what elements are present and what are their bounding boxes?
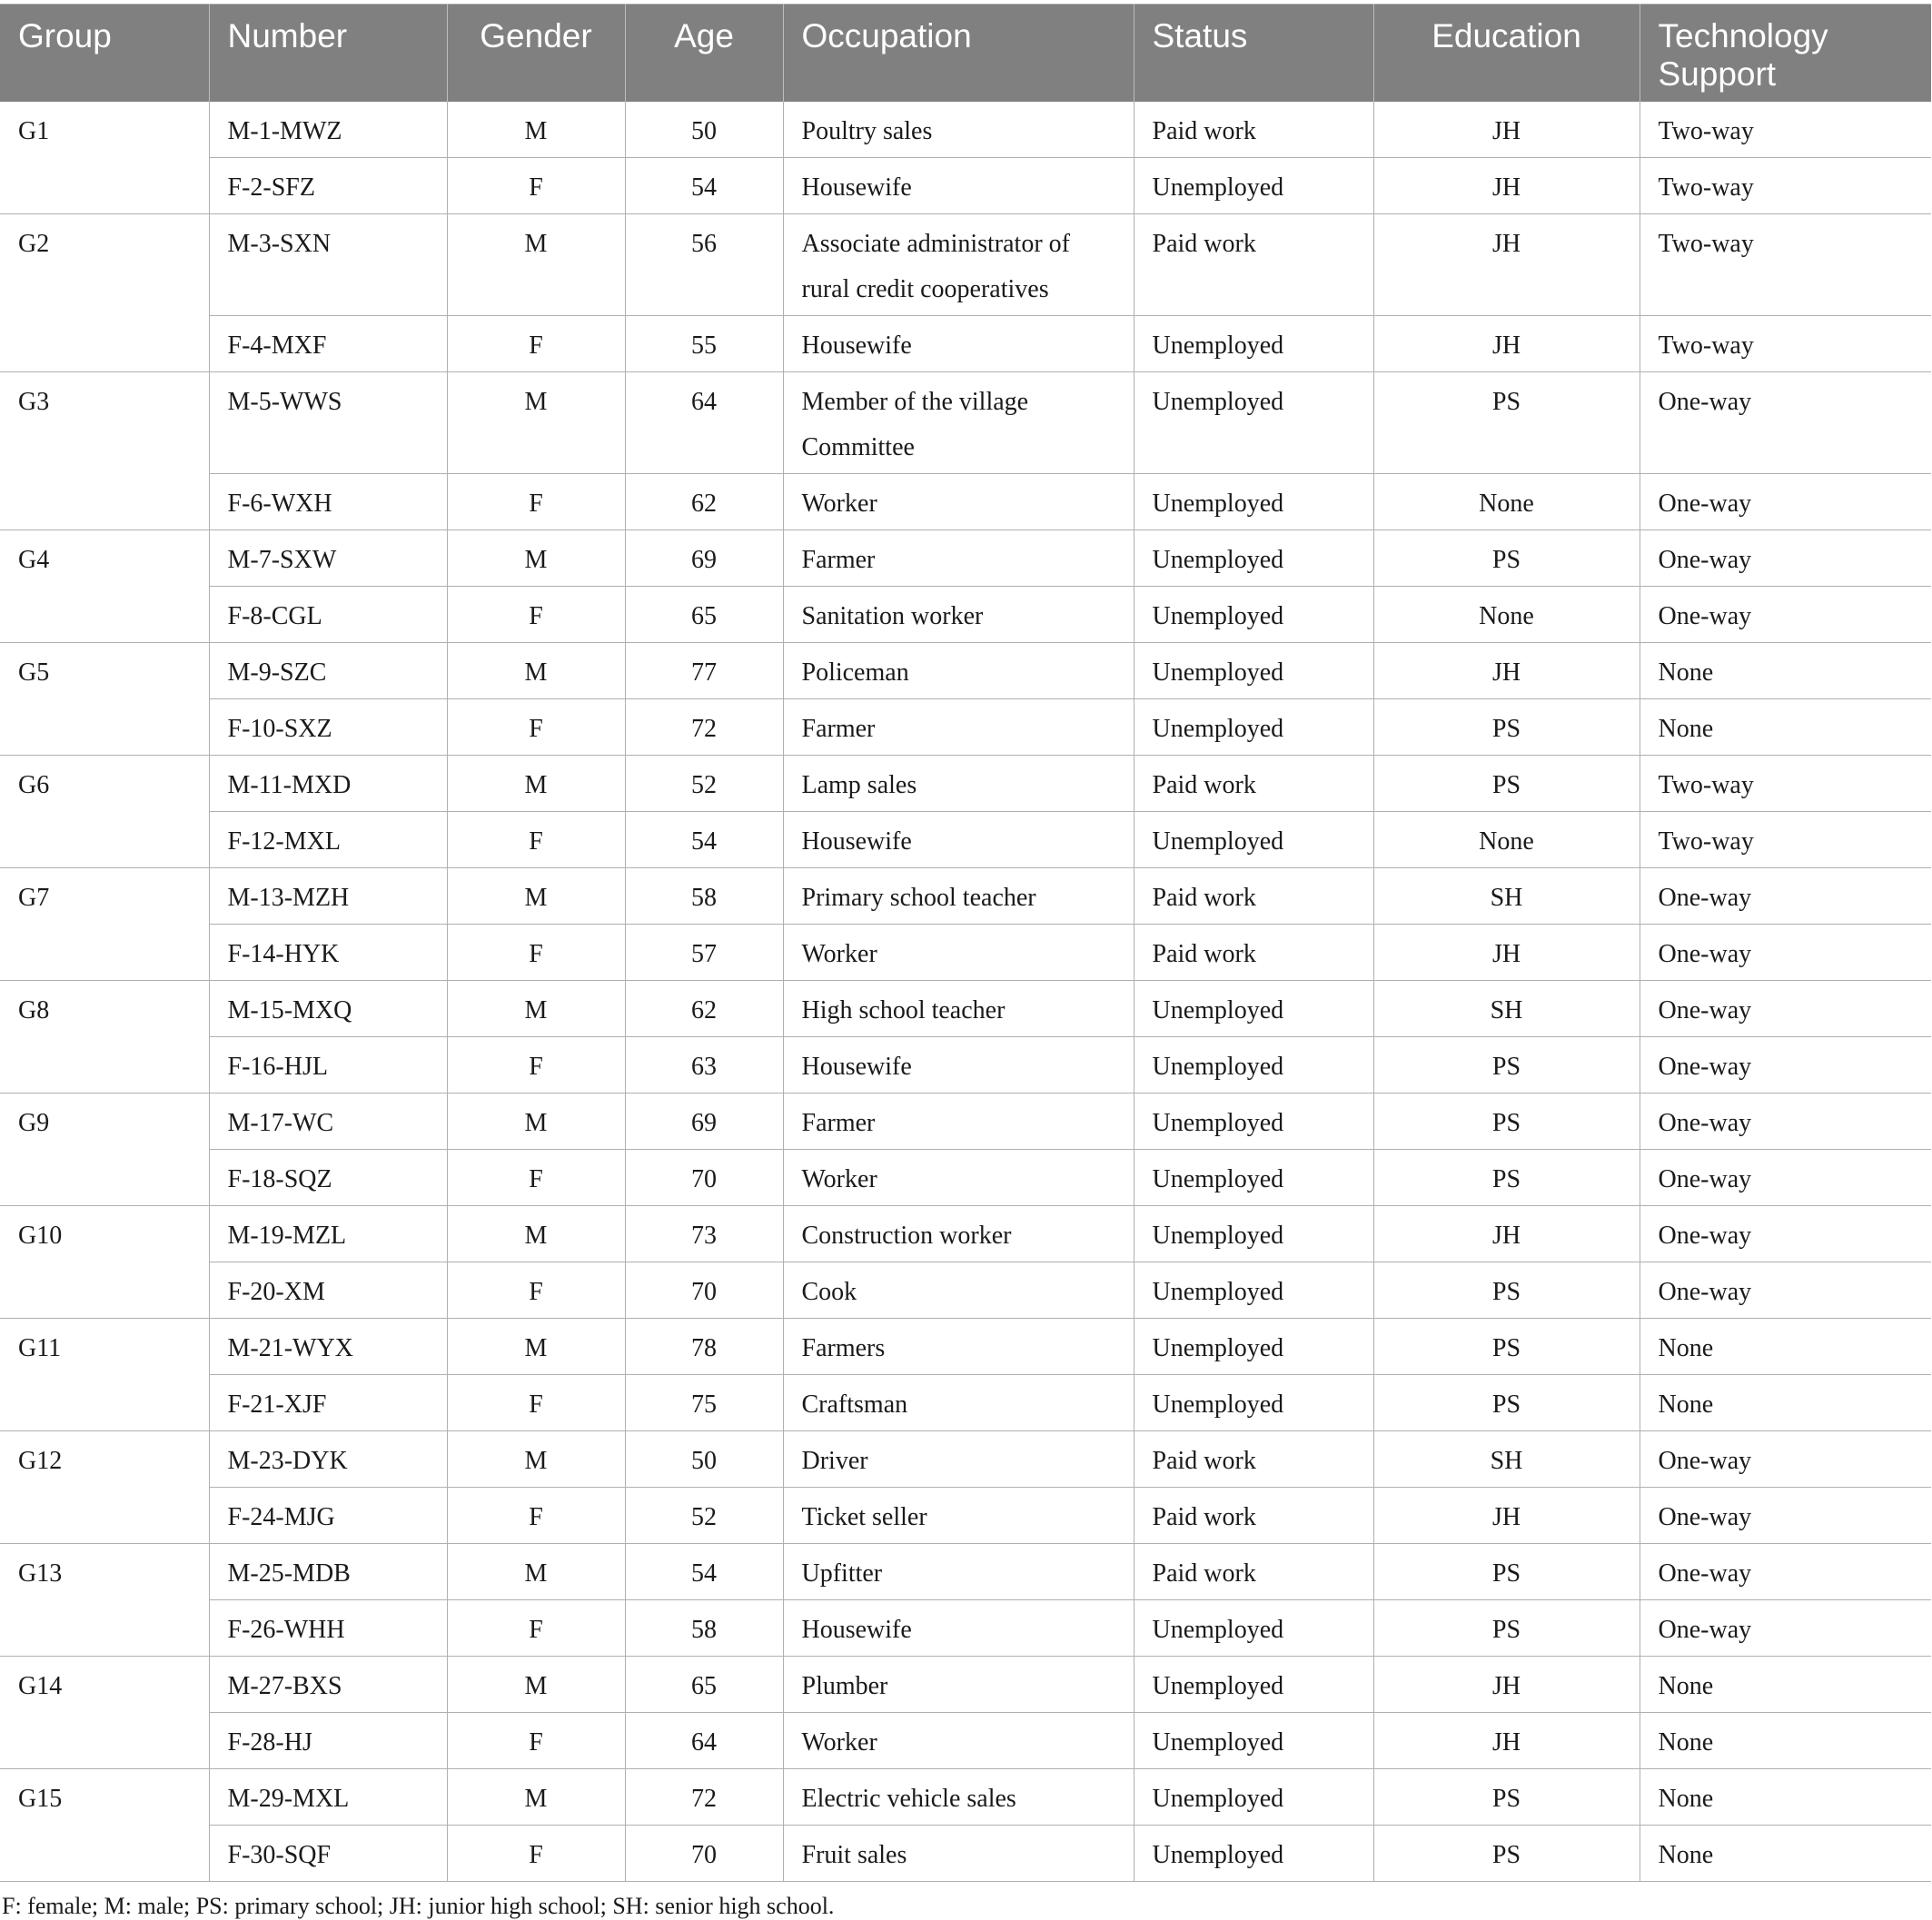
age-cell: 64 (625, 372, 783, 474)
table-row (0, 316, 1931, 372)
occupation-cell: Lamp sales (783, 756, 1134, 812)
status-cell: Unemployed (1134, 1262, 1373, 1319)
age-cell: 70 (625, 1150, 783, 1206)
group-cell: G2 (0, 214, 209, 372)
status-cell: Unemployed (1134, 1150, 1373, 1206)
gender-cell: M (447, 981, 625, 1037)
education-cell: PS (1373, 1544, 1640, 1600)
education-cell: JH (1373, 1713, 1640, 1769)
table-header (0, 5, 1931, 103)
age-cell: 50 (625, 102, 783, 158)
number-cell: M-9-SZC (209, 643, 447, 699)
education-cell: JH (1373, 158, 1640, 214)
age-cell: 62 (625, 474, 783, 530)
gender-cell: F (447, 1150, 625, 1206)
technology-support-cell: One-way (1640, 1150, 1931, 1206)
status-cell: Paid work (1134, 214, 1373, 316)
header-group: Group (0, 5, 209, 103)
education-cell: PS (1373, 756, 1640, 812)
number-cell: F-16-HJL (209, 1037, 447, 1094)
age-cell: 57 (625, 925, 783, 981)
header-number: Number (209, 5, 447, 103)
age-cell: 72 (625, 1769, 783, 1826)
occupation-cell: Ticket seller (783, 1488, 1134, 1544)
occupation-cell: Member of the village Committee (783, 372, 1134, 474)
occupation-cell: Driver (783, 1431, 1134, 1488)
age-cell: 70 (625, 1826, 783, 1882)
education-cell: JH (1373, 1657, 1640, 1713)
education-cell: PS (1373, 1769, 1640, 1826)
gender-cell: F (447, 474, 625, 530)
status-cell: Unemployed (1134, 1600, 1373, 1657)
group-cell: G3 (0, 372, 209, 530)
number-cell: M-7-SXW (209, 530, 447, 587)
age-cell: 52 (625, 1488, 783, 1544)
number-cell: F-6-WXH (209, 474, 447, 530)
status-cell: Unemployed (1134, 981, 1373, 1037)
status-cell: Paid work (1134, 102, 1373, 158)
occupation-cell: Cook (783, 1262, 1134, 1319)
number-cell: F-28-HJ (209, 1713, 447, 1769)
number-cell: M-25-MDB (209, 1544, 447, 1600)
group-cell: G5 (0, 643, 209, 756)
occupation-cell: Housewife (783, 158, 1134, 214)
age-cell: 77 (625, 643, 783, 699)
table-row (0, 587, 1931, 643)
technology-support-cell: One-way (1640, 1431, 1931, 1488)
table-footnote: F: female; M: male; PS: primary school; JH: junior high school; SH: senior high school. (2, 1893, 835, 1919)
number-cell: F-12-MXL (209, 812, 447, 868)
gender-cell: F (447, 316, 625, 372)
technology-support-cell: Two-way (1640, 102, 1931, 158)
table-row (0, 1094, 1931, 1150)
occupation-cell: Construction worker (783, 1206, 1134, 1262)
gender-cell: M (447, 1319, 625, 1375)
technology-support-cell: Two-way (1640, 214, 1931, 316)
header-age: Age (625, 5, 783, 103)
group-cell: G7 (0, 868, 209, 981)
number-cell: M-19-MZL (209, 1206, 447, 1262)
group-cell: G11 (0, 1319, 209, 1431)
technology-support-cell: None (1640, 643, 1931, 699)
age-cell: 54 (625, 812, 783, 868)
header-row (0, 5, 1931, 103)
number-cell: M-27-BXS (209, 1657, 447, 1713)
occupation-cell: Housewife (783, 1600, 1134, 1657)
technology-support-cell: One-way (1640, 1600, 1931, 1657)
gender-cell: F (447, 587, 625, 643)
number-cell: M-11-MXD (209, 756, 447, 812)
table-row (0, 1544, 1931, 1600)
table-row (0, 1431, 1931, 1488)
number-cell: M-17-WC (209, 1094, 447, 1150)
number-cell: M-21-WYX (209, 1319, 447, 1375)
header-status: Status (1134, 5, 1373, 103)
education-cell: PS (1373, 1094, 1640, 1150)
technology-support-cell: One-way (1640, 981, 1931, 1037)
table-row (0, 868, 1931, 925)
group-cell: G12 (0, 1431, 209, 1544)
table-row (0, 214, 1931, 316)
technology-support-cell: One-way (1640, 925, 1931, 981)
table-row (0, 643, 1931, 699)
gender-cell: F (447, 1600, 625, 1657)
age-cell: 62 (625, 981, 783, 1037)
table-row (0, 1037, 1931, 1094)
technology-support-cell: One-way (1640, 372, 1931, 474)
number-cell: F-10-SXZ (209, 699, 447, 756)
education-cell: JH (1373, 102, 1640, 158)
gender-cell: F (447, 1037, 625, 1094)
education-cell: PS (1373, 372, 1640, 474)
number-cell: F-2-SFZ (209, 158, 447, 214)
age-cell: 63 (625, 1037, 783, 1094)
gender-cell: M (447, 756, 625, 812)
technology-support-cell: One-way (1640, 1094, 1931, 1150)
age-cell: 58 (625, 868, 783, 925)
table-row (0, 1262, 1931, 1319)
group-cell: G14 (0, 1657, 209, 1769)
status-cell: Paid work (1134, 925, 1373, 981)
technology-support-cell: One-way (1640, 1544, 1931, 1600)
technology-support-cell: None (1640, 1769, 1931, 1826)
occupation-cell: Craftsman (783, 1375, 1134, 1431)
gender-cell: M (447, 530, 625, 587)
number-cell: M-29-MXL (209, 1769, 447, 1826)
number-cell: F-21-XJF (209, 1375, 447, 1431)
technology-support-cell: One-way (1640, 868, 1931, 925)
technology-support-cell: One-way (1640, 1037, 1931, 1094)
status-cell: Unemployed (1134, 1713, 1373, 1769)
gender-cell: M (447, 643, 625, 699)
table-row (0, 102, 1931, 158)
table-row (0, 1713, 1931, 1769)
number-cell: M-1-MWZ (209, 102, 447, 158)
education-cell: PS (1373, 1262, 1640, 1319)
age-cell: 56 (625, 214, 783, 316)
education-cell: JH (1373, 925, 1640, 981)
number-cell: M-15-MXQ (209, 981, 447, 1037)
gender-cell: M (447, 102, 625, 158)
status-cell: Unemployed (1134, 587, 1373, 643)
occupation-cell: Upfitter (783, 1544, 1134, 1600)
status-cell: Unemployed (1134, 158, 1373, 214)
status-cell: Unemployed (1134, 643, 1373, 699)
table-row (0, 756, 1931, 812)
technology-support-cell: One-way (1640, 474, 1931, 530)
table-row (0, 1769, 1931, 1826)
technology-support-cell: None (1640, 1657, 1931, 1713)
gender-cell: M (447, 1544, 625, 1600)
age-cell: 65 (625, 1657, 783, 1713)
age-cell: 55 (625, 316, 783, 372)
occupation-cell: Fruit sales (783, 1826, 1134, 1882)
technology-support-cell: Two-way (1640, 812, 1931, 868)
number-cell: F-30-SQF (209, 1826, 447, 1882)
occupation-cell: Sanitation worker (783, 587, 1134, 643)
number-cell: M-13-MZH (209, 868, 447, 925)
occupation-cell: Worker (783, 474, 1134, 530)
status-cell: Unemployed (1134, 474, 1373, 530)
gender-cell: M (447, 1769, 625, 1826)
table-row (0, 699, 1931, 756)
table-row (0, 530, 1931, 587)
number-cell: F-4-MXF (209, 316, 447, 372)
status-cell: Unemployed (1134, 372, 1373, 474)
occupation-cell: Farmer (783, 1094, 1134, 1150)
status-cell: Paid work (1134, 756, 1373, 812)
gender-cell: F (447, 699, 625, 756)
number-cell: M-23-DYK (209, 1431, 447, 1488)
occupation-cell: Plumber (783, 1657, 1134, 1713)
header-gender: Gender (447, 5, 625, 103)
gender-cell: M (447, 372, 625, 474)
occupation-cell: Worker (783, 1713, 1134, 1769)
group-cell: G1 (0, 102, 209, 214)
occupation-cell: Poultry sales (783, 102, 1134, 158)
table-row (0, 812, 1931, 868)
group-cell: G13 (0, 1544, 209, 1657)
table-row (0, 474, 1931, 530)
technology-support-cell: Two-way (1640, 158, 1931, 214)
education-cell: PS (1373, 1375, 1640, 1431)
education-cell: PS (1373, 1319, 1640, 1375)
age-cell: 72 (625, 699, 783, 756)
education-cell: PS (1373, 1600, 1640, 1657)
participants-table (0, 4, 1931, 1882)
table-body (0, 102, 1931, 1882)
age-cell: 65 (625, 587, 783, 643)
technology-support-cell: None (1640, 1319, 1931, 1375)
status-cell: Unemployed (1134, 1094, 1373, 1150)
age-cell: 52 (625, 756, 783, 812)
gender-cell: M (447, 868, 625, 925)
group-cell: G4 (0, 530, 209, 643)
group-cell: G15 (0, 1769, 209, 1882)
occupation-cell: Electric vehicle sales (783, 1769, 1134, 1826)
gender-cell: M (447, 1094, 625, 1150)
number-cell: F-8-CGL (209, 587, 447, 643)
gender-cell: M (447, 1206, 625, 1262)
technology-support-cell: Two-way (1640, 756, 1931, 812)
occupation-cell: Farmer (783, 530, 1134, 587)
education-cell: None (1373, 812, 1640, 868)
age-cell: 58 (625, 1600, 783, 1657)
occupation-cell: Farmers (783, 1319, 1134, 1375)
occupation-cell: Housewife (783, 316, 1134, 372)
age-cell: 75 (625, 1375, 783, 1431)
education-cell: PS (1373, 1150, 1640, 1206)
occupation-cell: Farmer (783, 699, 1134, 756)
age-cell: 69 (625, 530, 783, 587)
education-cell: JH (1373, 1488, 1640, 1544)
header-technology-support: Technology Support (1640, 5, 1931, 103)
education-cell: PS (1373, 1037, 1640, 1094)
table-row (0, 158, 1931, 214)
education-cell: SH (1373, 1431, 1640, 1488)
table-row (0, 1375, 1931, 1431)
status-cell: Unemployed (1134, 1319, 1373, 1375)
number-cell: F-24-MJG (209, 1488, 447, 1544)
gender-cell: F (447, 1488, 625, 1544)
status-cell: Unemployed (1134, 1657, 1373, 1713)
group-cell: G8 (0, 981, 209, 1094)
education-cell: JH (1373, 1206, 1640, 1262)
technology-support-cell: None (1640, 1713, 1931, 1769)
table-row (0, 1600, 1931, 1657)
table-row (0, 1206, 1931, 1262)
occupation-cell: Primary school teacher (783, 868, 1134, 925)
occupation-cell: Associate administrator of rural credit cooperatives (783, 214, 1134, 316)
group-cell: G9 (0, 1094, 209, 1206)
occupation-cell: Housewife (783, 812, 1134, 868)
technology-support-cell: One-way (1640, 1262, 1931, 1319)
status-cell: Paid work (1134, 868, 1373, 925)
group-cell: G6 (0, 756, 209, 868)
number-cell: F-18-SQZ (209, 1150, 447, 1206)
status-cell: Unemployed (1134, 1769, 1373, 1826)
gender-cell: F (447, 158, 625, 214)
status-cell: Unemployed (1134, 1037, 1373, 1094)
number-cell: F-14-HYK (209, 925, 447, 981)
status-cell: Unemployed (1134, 1826, 1373, 1882)
education-cell: JH (1373, 643, 1640, 699)
age-cell: 64 (625, 1713, 783, 1769)
occupation-cell: Worker (783, 1150, 1134, 1206)
status-cell: Unemployed (1134, 1206, 1373, 1262)
education-cell: SH (1373, 868, 1640, 925)
status-cell: Paid work (1134, 1488, 1373, 1544)
education-cell: PS (1373, 530, 1640, 587)
number-cell: F-20-XM (209, 1262, 447, 1319)
number-cell: F-26-WHH (209, 1600, 447, 1657)
education-cell: None (1373, 474, 1640, 530)
table-row (0, 925, 1931, 981)
technology-support-cell: One-way (1640, 587, 1931, 643)
table-row (0, 1657, 1931, 1713)
table-row (0, 372, 1931, 474)
group-cell: G10 (0, 1206, 209, 1319)
age-cell: 50 (625, 1431, 783, 1488)
table-row (0, 1488, 1931, 1544)
table-row (0, 1150, 1931, 1206)
technology-support-cell: Two-way (1640, 316, 1931, 372)
gender-cell: F (447, 1826, 625, 1882)
gender-cell: F (447, 925, 625, 981)
gender-cell: M (447, 1657, 625, 1713)
header-occupation: Occupation (783, 5, 1134, 103)
technology-support-cell: One-way (1640, 1488, 1931, 1544)
status-cell: Unemployed (1134, 699, 1373, 756)
education-cell: PS (1373, 1826, 1640, 1882)
number-cell: M-3-SXN (209, 214, 447, 316)
gender-cell: F (447, 812, 625, 868)
gender-cell: M (447, 1431, 625, 1488)
technology-support-cell: None (1640, 1826, 1931, 1882)
status-cell: Paid work (1134, 1431, 1373, 1488)
age-cell: 54 (625, 1544, 783, 1600)
education-cell: None (1373, 587, 1640, 643)
occupation-cell: High school teacher (783, 981, 1134, 1037)
table-row (0, 981, 1931, 1037)
header-education: Education (1373, 5, 1640, 103)
technology-support-cell: One-way (1640, 1206, 1931, 1262)
technology-support-cell: None (1640, 1375, 1931, 1431)
education-cell: PS (1373, 699, 1640, 756)
table-row (0, 1826, 1931, 1882)
status-cell: Unemployed (1134, 1375, 1373, 1431)
gender-cell: M (447, 214, 625, 316)
education-cell: SH (1373, 981, 1640, 1037)
status-cell: Unemployed (1134, 812, 1373, 868)
technology-support-cell: None (1640, 699, 1931, 756)
age-cell: 69 (625, 1094, 783, 1150)
gender-cell: F (447, 1375, 625, 1431)
education-cell: JH (1373, 316, 1640, 372)
age-cell: 54 (625, 158, 783, 214)
table-row (0, 1319, 1931, 1375)
occupation-cell: Worker (783, 925, 1134, 981)
document-page (0, 4, 1932, 1920)
age-cell: 73 (625, 1206, 783, 1262)
gender-cell: F (447, 1713, 625, 1769)
occupation-cell: Policeman (783, 643, 1134, 699)
status-cell: Paid work (1134, 1544, 1373, 1600)
technology-support-cell: One-way (1640, 530, 1931, 587)
status-cell: Unemployed (1134, 316, 1373, 372)
number-cell: M-5-WWS (209, 372, 447, 474)
education-cell: JH (1373, 214, 1640, 316)
gender-cell: F (447, 1262, 625, 1319)
status-cell: Unemployed (1134, 530, 1373, 587)
age-cell: 78 (625, 1319, 783, 1375)
occupation-cell: Housewife (783, 1037, 1134, 1094)
age-cell: 70 (625, 1262, 783, 1319)
